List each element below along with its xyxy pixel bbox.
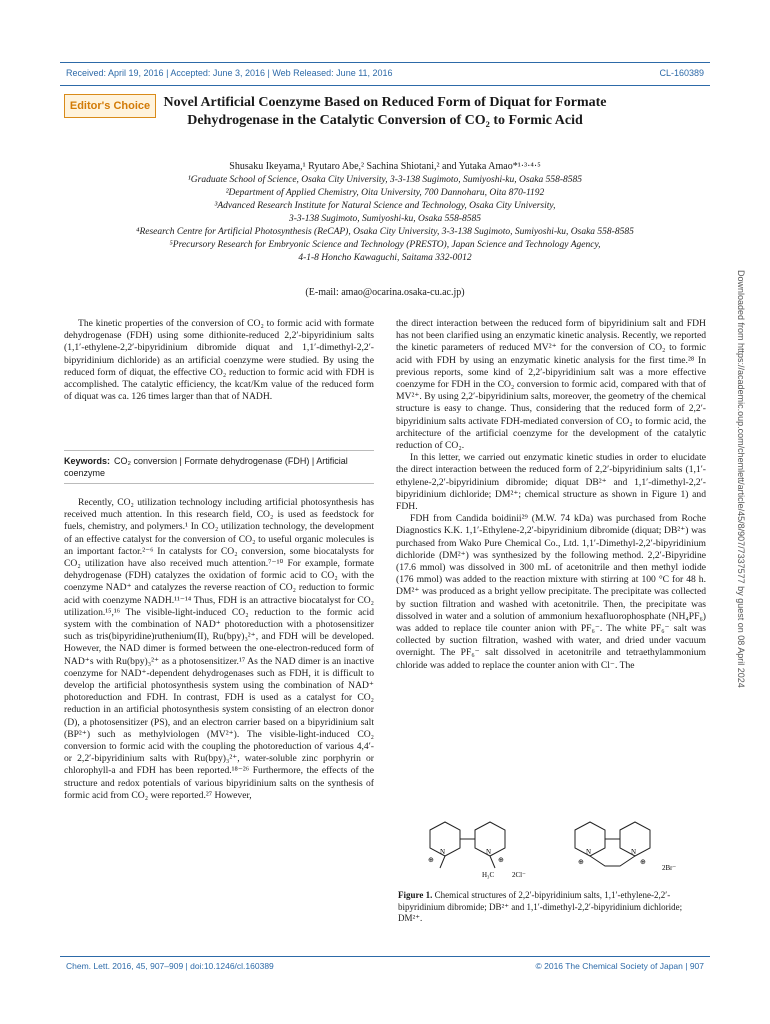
- positive-charge-symbol: ⊕: [640, 858, 646, 866]
- editors-choice-badge: Editor's Choice: [64, 94, 156, 118]
- citation[interactable]: Chem. Lett. 2016, 45, 907–909 | doi:10.1246/cl.160389: [66, 961, 274, 971]
- nitrogen-label: N: [586, 848, 592, 856]
- keywords-label: Keywords:: [64, 456, 111, 466]
- figure-1-structures: [400, 810, 700, 885]
- article-title: Novel Artificial Coenzyme Based on Reduced Form of Diquat for Formate Dehydrogenase in the Catalytic Conversion of CO₂ to Formic Acid: [163, 95, 607, 128]
- affiliations: [60, 174, 710, 265]
- affiliation-line: ⁴Research Centre for Artificial Photosynthesis (ReCAP), Osaka City University, 3-3-138 Sugimoto, Sumiyoshi-ku, Osaka 558-8585: [136, 227, 634, 237]
- keywords-text: CO₂ conversion | Formate dehydrogenase (FDH) | Artificial coenzyme: [64, 456, 348, 478]
- nitrogen-label: N: [440, 848, 446, 856]
- body-right-column: [396, 318, 706, 672]
- body-paragraph: Recently, CO₂ utilization technology including artificial photosynthesis has received much attention. In this research field, CO₂ is used as feedstock for fuels, chemistry, and polymers.¹ In CO₂ utilization technology, the development of an effective catalyst for the conversion of CO₂ to useful organic molecules is an important factor.²⁻⁶ In catalysts for CO₂ conversion, some biocatalysts for CO₂ utilization have also received much attention.⁷⁻¹⁰ For example, formate dehydrogenase (FDH) catalyzes the oxidation of formic acid to CO₂ with the coenzyme NAD⁺ and catalyzes the reverse reaction of CO₂ reduction to formic acid with coenzyme NADH.¹¹⁻¹⁴ Thus, FDH is an attractive biocatalyst for CO₂ utilization.¹⁵,¹⁶ The visible-light-induced CO₂ reduction to the formic acid system with the combination of NAD⁺ photoreduction with a photosensitizer such as tris(bipyridine)ruthenium(II), Ru(bpy)₃²⁺, and FDH will be developed. However, the NAD dimer is formed between the one-electron-reduced form of NAD⁺s with Ru(bpy)₃²⁺ as a photosensitizer.¹⁷ As the NAD dimer is an inactive coenzyme for NAD⁺-dependent dehydrogenases such as FDH, it is difficult to develop the artificial photosynthesis system using the combination of NAD⁺ photoreduction and FDH. In contrast, FDH is used as a catalyst for CO₂ reduction in an artificial photosynthesis system consisting of an electron donor (D), a photosensitizer (PS), and an electron carrier based on a bipyridinium salt (BP²⁺) such as methylviologen (MV²⁺). The visible-light-induced CO₂ conversion to formic acid with the coupling the photoreduction of various 4,4′- or 2,2′-bipyridinium salts with Ru(bpy)₃²⁺, water-soluble zinc porphyrin or chlorophyll-a and FDH has been reported.¹⁸⁻²⁶ Furthermore, the effects of the structure and redox potentials of various bipyridinium salts on the synthesis of formic acid from CO₂ were reported.²⁷ However,: [64, 497, 374, 801]
- counter-anion-br: 2Br⁻: [662, 864, 677, 872]
- keywords: [64, 450, 374, 484]
- nitrogen-label: N: [631, 848, 637, 856]
- affiliation-line: ⁵Precursory Research for Embryonic Science and Technology (PRESTO), Japan Science and Technology Agency,: [169, 240, 601, 250]
- body-paragraph: the direct interaction between the reduced form of bipyridinium salt and FDH has not been clarified using an enzymatic kinetic analysis. Recently, we reported the kinetic parameters of reduced MV²⁺ for the conversion of CO₂ to formic acid with FDH by using an enzymatic kinetic analysis for the first time.²⁸ In previous reports, some kind of 2,2′-bipyridinium salt was a more effective coenzyme for FDH in the CO₂ conversion to formic acid, compared with that of MV²⁺. By using 2,2′-bipyridinium salts, moreover, the geometry of the chemical structure is easy to change. Thus, considering that the reduced form of 2,2′-bipyridinium salts activate FDH-mediated conversion of CO₂ to formic acid, the architecture of the artificial coenzyme for the development of the catalytic reduction of CO₂.: [396, 318, 706, 452]
- download-watermark: [733, 270, 749, 700]
- abstract-text: The kinetic properties of the conversion of CO₂ to formic acid with formate dehydrogenase (FDH) using some dithionite-reduced 2,2′-bipyridinium salts (1,1′-ethylene-2,2′-bipyridinium dibromide diquat and 1,1′-dimethyl-2,2′-bipyridinium dichloride) as an artificial coenzyme were studied. By using the reduced form of diquat, the effective CO₂ reduction to formic acid with FDH is accomplished. The catalytic efficiency, the kcat/Km value of the reduced form of diquat was ca. 126 times larger than that of NADH.: [64, 318, 374, 403]
- nitrogen-label: N: [486, 848, 492, 856]
- copyright: © 2016 The Chemical Society of Japan | 907: [535, 961, 704, 971]
- journal-header: [60, 62, 710, 86]
- contact-email[interactable]: (E-mail: amao@ocarina.osaka-cu.ac.jp): [305, 287, 465, 298]
- positive-charge-symbol: ⊕: [498, 856, 504, 864]
- body-paragraph: In this letter, we carried out enzymatic kinetic studies in order to elucidate the direct interaction between the reduced form of 2,2′-bipyridinium salts (1,1′-ethylene-2,2′-bipyridinium dibromide; diquat DB²⁺ and 1,1′-dimethyl-2,2′-bipyridinium dichloride; DM²⁺; chemical structure as shown in Figure 1) and FDH.: [396, 452, 706, 513]
- positive-charge-symbol: ⊕: [578, 858, 584, 866]
- body-paragraph: FDH from Candida boidinii²⁹ (M.W. 74 kDa) was purchased from Roche Diagnostics K.K. 1,1′-Ethylene-2,2′-bipyridinium dibromide (diquat; DB²⁺) was purchased from Wako Pure Chemical Co., Ltd. 1,1′-Dimethyl-2,2′-bipyridinium dichloride (DM²⁺) was synthesized by the following method. 2,2′-Bipyridine (17.6 mmol) was dissolved in 300 mL of acetonitrile and then methyl iodide (176 mmol) was added to the reaction mixture with stirring at 100 °C for 48 h. DM²⁺ was produced as a bright yellow precipitate. The precipitate was collected by suction filtration and washed with acetonitrile. Then, the precipitate was dissolved in water and a solution of ammonium hexafluorophosphate (NH₄PF₆) was added to replace tile counter anion with PF₆⁻. The white PF₆⁻ salt was collected by suction filtration, washed with water, and dried under vacuum overnight. The PF₆⁻ salt dissolved in acetonitrile and tetraethylammonium chloride was added to replace the counter anion with Cl⁻. The: [396, 513, 706, 671]
- affiliation-line: ³Advanced Research Institute for Natural Science and Technology, Osaka City University,: [214, 201, 556, 211]
- positive-charge-symbol: ⊕: [428, 856, 434, 864]
- affiliation-line: ¹Graduate School of Science, Osaka City University, 3-3-138 Sugimoto, Sumiyoshi-ku, Osaka 558-8585: [187, 175, 583, 185]
- affiliation-line: 4-1-8 Honcho Kawaguchi, Saitama 332-0012: [298, 253, 472, 263]
- body-left-column: [64, 497, 374, 802]
- article-code: CL-160389: [659, 68, 704, 78]
- caption-text: Chemical structures of 2,2′-bipyridinium salts, 1,1′-ethylene-2,2′-bipyridinium dibromide; DB²⁺ and 1,1′-dimethyl-2,2′-bipyridinium dichloride; DM²⁺.: [398, 890, 683, 923]
- abstract: [64, 318, 374, 403]
- author-list: Shusaku Ikeyama,¹ Ryutaro Abe,² Sachina Shiotani,² and Yutaka Amao*¹·³·⁴·⁵: [229, 161, 541, 172]
- counter-anion-cl: 2Cl⁻: [512, 871, 526, 879]
- affiliation-line: 3-3-138 Sugimoto, Sumiyoshi-ku, Osaka 558-8585: [288, 214, 482, 224]
- affiliation-line: ²Department of Applied Chemistry, Oita University, 700 Dannoharu, Oita 870-1192: [225, 188, 545, 198]
- download-notice: Downloaded from https://academic.oup.com/chemlett/article/45/8/907/7337577 by guest on 08 April 2024: [736, 270, 746, 688]
- caption-label: Figure 1.: [398, 890, 433, 900]
- methyl-label: H₃C: [482, 871, 495, 879]
- figure-1-caption: [398, 890, 704, 925]
- received-dates: Received: April 19, 2016 | Accepted: June 3, 2016 | Web Released: June 11, 2016: [66, 68, 393, 78]
- journal-footer: [60, 956, 710, 971]
